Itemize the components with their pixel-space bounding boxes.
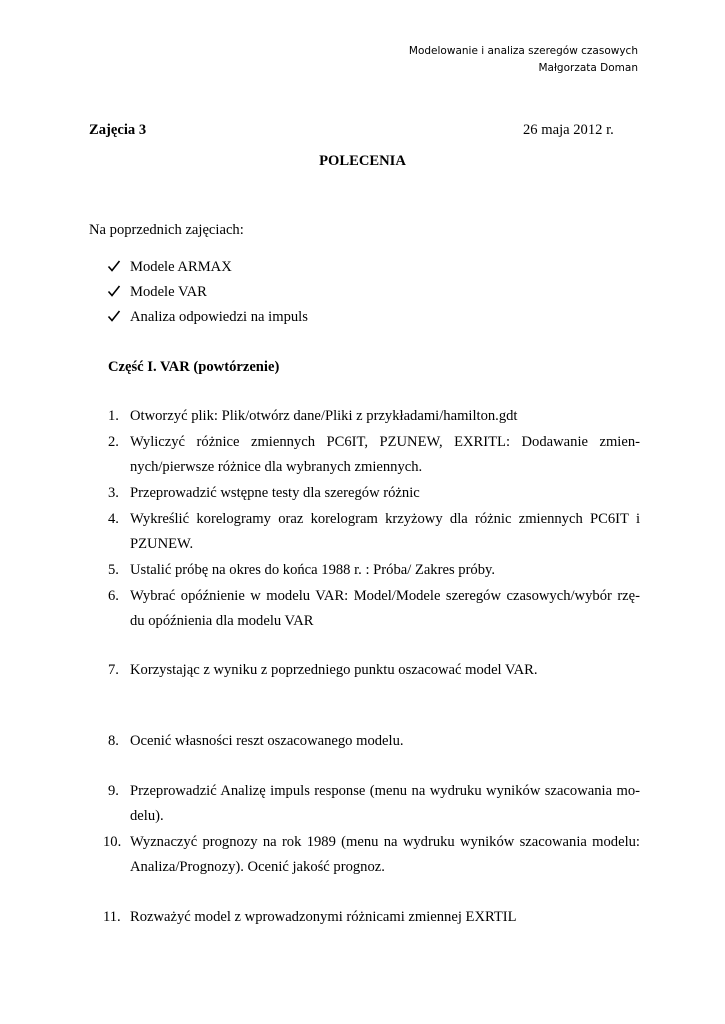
task-text: Przeprowadzić wstępne testy dla szeregów różnic — [130, 485, 420, 501]
task-number: 8. — [108, 733, 119, 749]
task-number: 10. — [103, 834, 122, 850]
task-number: 2. — [108, 434, 119, 450]
task-text: Korzystając z wyniku z poprzedniego punktu oszacować model VAR. — [130, 662, 538, 678]
checklist-item: Modele ARMAX — [130, 259, 232, 275]
page-heading: POLECENIA — [319, 153, 406, 169]
task-text-continued: nych/pierwsze różnice dla wybranych zmiennych. — [130, 459, 423, 475]
task-text-continued: PZUNEW. — [130, 536, 194, 552]
intro-text: Na poprzednich zajęciach: — [89, 222, 244, 238]
task-text-continued: du opóźnienia dla modelu VAR — [130, 613, 314, 629]
task-text: Wykreślić korelogramy oraz korelogram krzyżowy dla różnic zmiennych PC6IT i — [130, 511, 640, 527]
task-text: Wybrać opóźnienie w modelu VAR: Model/Modele szeregów czasowych/wybór rzę- — [130, 588, 640, 604]
checklist-item: Modele VAR — [130, 284, 207, 300]
task-text-continued: delu). — [130, 808, 164, 824]
task-number: 6. — [108, 588, 119, 604]
checkmark-icon — [107, 259, 121, 273]
task-number: 4. — [108, 511, 119, 527]
task-number: 1. — [108, 408, 119, 424]
session-title: Zajęcia 3 — [89, 122, 147, 138]
header-author: Małgorzata Doman — [538, 62, 638, 74]
task-text: Rozważyć model z wprowadzonymi różnicami zmiennej EXRTIL — [130, 909, 517, 925]
task-number: 9. — [108, 783, 119, 799]
task-text: Otworzyć plik: Plik/otwórz dane/Pliki z przykładami/hamilton.gdt — [130, 408, 518, 424]
checkmark-icon — [107, 309, 121, 323]
task-number: 3. — [108, 485, 119, 501]
task-number: 7. — [108, 662, 119, 678]
task-text: Ustalić próbę na okres do końca 1988 r. : Próba/ Zakres próby. — [130, 562, 496, 578]
task-text: Ocenić własności reszt oszacowanego modelu. — [130, 733, 404, 749]
session-date: 26 maja 2012 r. — [523, 122, 614, 138]
task-number: 5. — [108, 562, 119, 578]
task-text: Wyznaczyć prognozy na rok 1989 (menu na wydruku wyników szacowania modelu: — [130, 834, 640, 850]
checklist-item: Analiza odpowiedzi na impuls — [130, 309, 308, 325]
task-number: 11. — [103, 909, 121, 925]
page-header — [318, 43, 638, 77]
section-title: Część I. VAR (powtórzenie) — [108, 359, 280, 375]
task-text: Przeprowadzić Analizę impuls response (menu na wydruku wyników szacowania mo- — [130, 783, 640, 799]
task-text: Wyliczyć różnice zmiennych PC6IT, PZUNEW, EXRITL: Dodawanie zmien- — [130, 434, 640, 450]
header-course-title: Modelowanie i analiza szeregów czasowych — [408, 45, 638, 57]
checkmark-icon — [107, 284, 121, 298]
task-text-continued: Analiza/Prognozy). Ocenić jakość prognoz. — [130, 859, 385, 875]
